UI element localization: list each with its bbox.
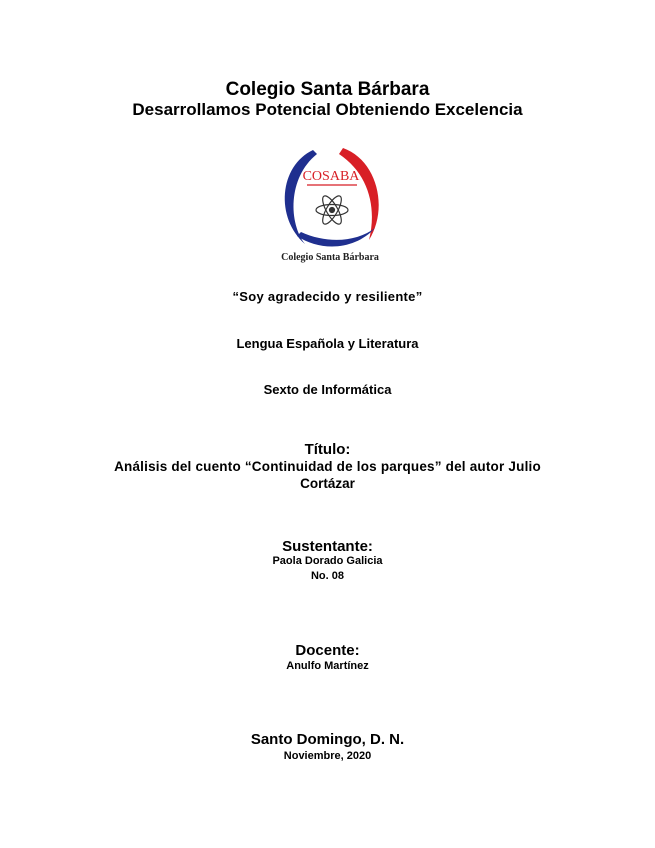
logo-caption: Colegio Santa Bárbara [281,252,379,263]
presenter-number: No. 08 [310,570,344,582]
work-title-line-2: Cortázar [300,476,355,491]
title-label: Título: [304,441,351,458]
logo-acronym: COSABA [302,169,360,184]
logo-atom-icon [316,193,348,226]
presenter-label: Sustentante: [282,538,373,555]
presenter-name: Paola Dorado Galicia [272,555,383,567]
school-name: Colegio Santa Bárbara [225,79,430,100]
grade-name: Sexto de Informática [263,382,392,397]
school-logo [265,138,395,268]
teacher-name: Anulfo Martínez [286,660,369,672]
logo-blue-arc [285,150,317,244]
cover-quote: “Soy agradecido y resiliente” [232,289,423,304]
logo-blue-swoosh [297,228,375,246]
logo-red-arc [339,148,379,240]
school-motto: Desarrollamos Potencial Obteniendo Excelencia [132,100,523,119]
date: Noviembre, 2020 [283,750,372,762]
teacher-label: Docente: [295,642,360,659]
place: Santo Domingo, D. N. [250,731,405,748]
work-title-line-1: Análisis del cuento “Continuidad de los parques” del autor Julio [114,459,541,474]
subject-name: Lengua Española y Literatura [236,336,419,351]
